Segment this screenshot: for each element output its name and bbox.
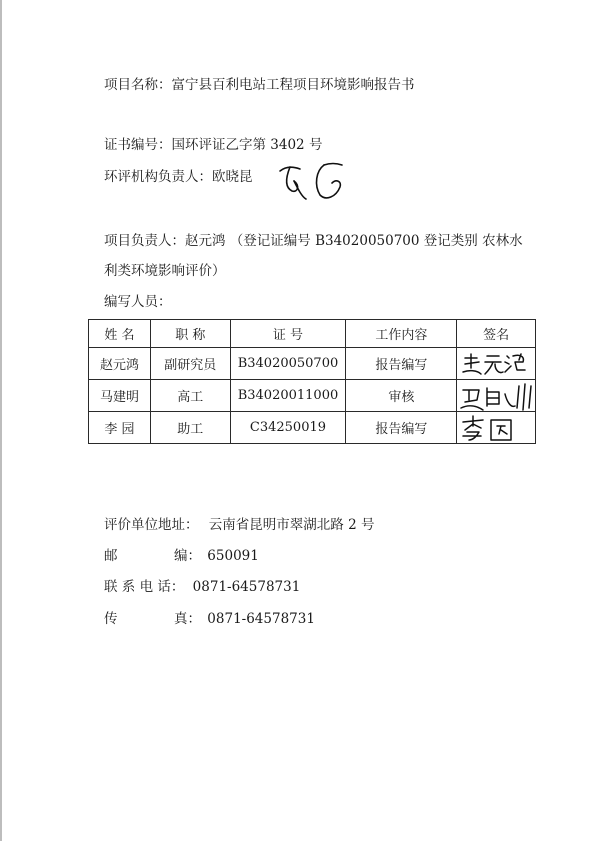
- phone-label: 联 系 电 话：: [104, 579, 185, 595]
- staff-table: [88, 319, 536, 444]
- address-line: [104, 517, 374, 533]
- agency-lead-label: 环评机构负责人：: [104, 169, 212, 185]
- postcode-line: [104, 548, 118, 564]
- header-signature: 签名: [457, 320, 536, 348]
- postcode-line-b: [174, 548, 259, 564]
- project-lead-line-1: 项目负责人：赵元鸿 （登记证编号 B34020050700 登记类别 农林水: [104, 233, 523, 249]
- cell-name: 马建明: [89, 380, 151, 412]
- scan-edge: [0, 0, 2, 841]
- cell-work: 报告编写: [346, 412, 457, 444]
- cell-name: 赵元鸿: [89, 348, 151, 380]
- cell-signature: [457, 348, 536, 380]
- table-row: [89, 348, 536, 380]
- cell-name: 李 园: [89, 412, 151, 444]
- project-lead-line-2: 利类环境影响评价）: [104, 263, 226, 279]
- fax-line-b: [174, 611, 315, 627]
- header-title: 职 称: [151, 320, 231, 348]
- address-value: 云南省昆明市翠湖北路 2 号: [208, 517, 375, 533]
- address-label: 评价单位地址：: [104, 517, 199, 533]
- cell-signature: [457, 380, 536, 412]
- certificate-line: [104, 137, 322, 153]
- project-name-line: [104, 77, 415, 93]
- project-name-label: 项目名称：: [104, 77, 172, 93]
- cell-work: 报告编写: [346, 348, 457, 380]
- cell-title: 高工: [151, 380, 231, 412]
- agency-lead-line: [104, 169, 253, 185]
- cell-cert: B34020050700: [230, 348, 346, 380]
- certificate-label: 证书编号：: [104, 137, 172, 153]
- certificate-value: 国环评证乙字第 3402 号: [171, 137, 323, 153]
- phone-value: 0871-64578731: [192, 579, 301, 595]
- postcode-label-b: 编：: [174, 548, 201, 564]
- header-cert: 证 号: [230, 320, 346, 348]
- staff-table-header-row: [89, 320, 536, 348]
- cell-cert: B34020011000: [230, 380, 346, 412]
- signature-ma-jianming: [459, 380, 537, 414]
- cell-work: 审核: [346, 380, 457, 412]
- signature-li-yuan: [459, 412, 519, 442]
- postcode-value: 650091: [207, 548, 259, 564]
- cell-title: 助工: [151, 412, 231, 444]
- header-work: 工作内容: [346, 320, 457, 348]
- table-row: [89, 412, 536, 444]
- cell-signature: [457, 412, 536, 444]
- fax-line: [104, 611, 118, 627]
- table-row: [89, 380, 536, 412]
- fax-value: 0871-64578731: [207, 611, 315, 627]
- project-name-value: 富宁县百利电站工程项目环境影响报告书: [171, 77, 415, 93]
- cell-cert: C34250019: [230, 412, 346, 444]
- header-name: 姓 名: [89, 320, 151, 348]
- agency-lead-signature: [276, 157, 362, 203]
- phone-line: [104, 579, 300, 595]
- fax-label-b: 真：: [174, 611, 201, 627]
- postcode-label-a: 邮: [104, 548, 118, 564]
- fax-label-a: 传: [104, 611, 118, 627]
- cell-title: 副研究员: [151, 348, 231, 380]
- agency-lead-value: 欧晓昆: [212, 169, 253, 185]
- signature-zhao-yuanhong: [459, 348, 535, 378]
- staff-section-title: 编写人员：: [104, 294, 172, 310]
